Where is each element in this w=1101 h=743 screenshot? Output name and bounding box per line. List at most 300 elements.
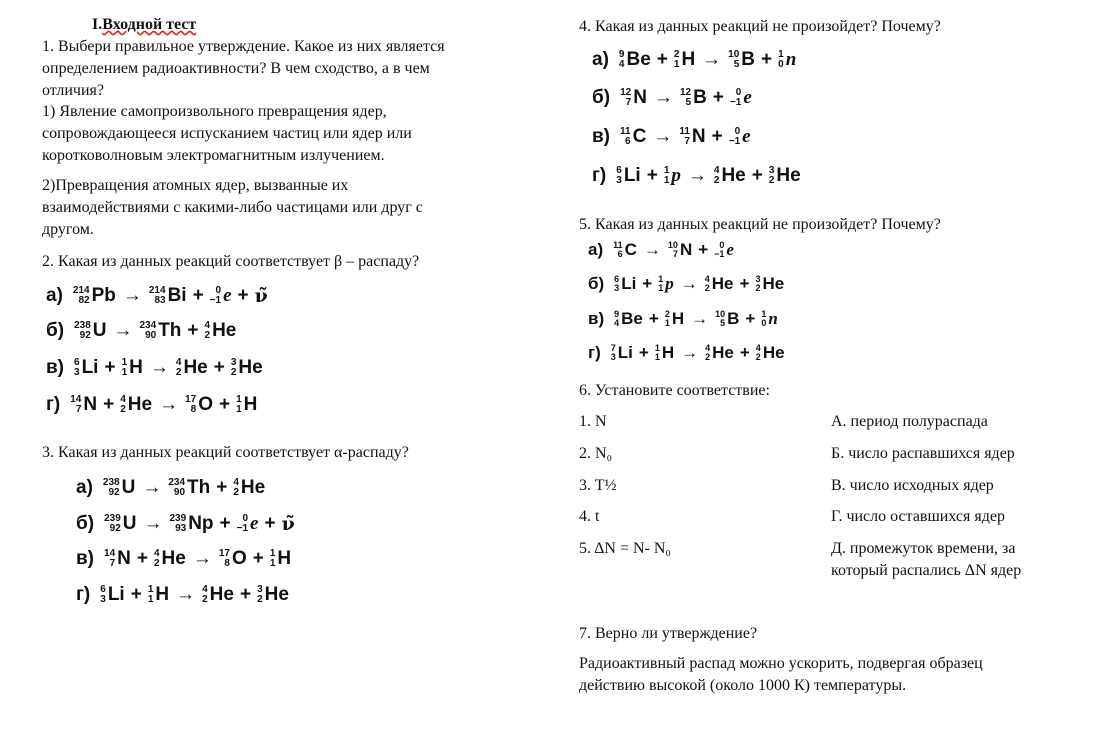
charge-number: 7 — [625, 97, 632, 108]
mass-number: 9 — [614, 309, 620, 319]
charge-number: 8 — [224, 558, 230, 569]
element-symbol: N — [117, 548, 131, 569]
nuclide — [185, 394, 213, 416]
plus-sign: + — [252, 548, 264, 569]
charge-number: 90 — [173, 487, 186, 498]
plus-sign: + — [656, 49, 668, 70]
mass-number: 4 — [202, 584, 208, 595]
mass-number: 1 — [654, 343, 660, 353]
reaction — [592, 119, 751, 155]
charge-number: 2 — [755, 352, 761, 362]
charge-number: 2 — [705, 352, 711, 362]
element-symbol: Li — [623, 165, 641, 186]
nuclide — [233, 477, 265, 499]
reaction-label: а) — [588, 240, 604, 259]
nuclide — [730, 87, 752, 109]
nuclide — [619, 49, 651, 71]
match-left-3: 3. T½ — [579, 477, 617, 494]
element-symbol: e — [742, 126, 751, 147]
reaction — [46, 387, 257, 423]
element-symbol: He — [161, 548, 186, 569]
arrow-icon: → — [691, 309, 709, 328]
charge-number: 92 — [109, 523, 121, 534]
mass-number: 10 — [667, 240, 678, 250]
charge-number: 6 — [617, 249, 623, 259]
reaction — [46, 278, 268, 314]
antineutrino-symbol: ν̃ — [254, 285, 268, 307]
element-symbol: e — [743, 87, 752, 108]
element-symbol: Be — [621, 309, 643, 328]
element-symbol: He — [209, 584, 234, 605]
plus-sign: + — [239, 584, 252, 605]
mass-number: 1 — [663, 165, 670, 176]
element-symbol: Pb — [91, 285, 116, 306]
charge-number: 90 — [145, 330, 157, 341]
nuclide — [73, 285, 116, 307]
charge-number: −1 — [729, 97, 742, 108]
charge-number: 2 — [204, 330, 211, 341]
charge-number: 2 — [202, 594, 208, 605]
plus-sign: + — [216, 477, 228, 498]
nuclide — [674, 49, 695, 71]
reaction — [76, 541, 291, 577]
reaction — [76, 577, 289, 613]
element-symbol: He — [127, 394, 153, 415]
nuclide — [614, 274, 636, 294]
charge-number: 4 — [618, 59, 625, 70]
charge-number: 2 — [713, 175, 720, 186]
charge-number: 1 — [121, 367, 128, 378]
element-symbol: B — [693, 87, 707, 108]
arrow-icon: → — [653, 87, 673, 108]
element-symbol: Li — [107, 584, 125, 605]
charge-number: 1 — [663, 175, 670, 186]
mass-number: 0 — [242, 513, 249, 524]
nuclide — [257, 584, 289, 606]
reaction-label: г) — [588, 343, 601, 362]
mass-number: 4 — [705, 343, 711, 353]
nuclide — [620, 126, 646, 148]
nuclide — [103, 477, 135, 499]
reaction — [592, 158, 801, 194]
charge-number: 7 — [75, 404, 82, 415]
element-symbol: H — [277, 548, 292, 569]
charge-number: 2 — [768, 175, 775, 186]
reaction — [76, 470, 265, 506]
nuclide — [761, 309, 777, 329]
nuclide — [154, 548, 186, 570]
charge-number: 1 — [269, 558, 276, 569]
charge-number: 3 — [100, 594, 106, 605]
mass-number: 6 — [614, 274, 620, 284]
reaction — [588, 268, 784, 300]
nuclide — [658, 274, 674, 294]
q1-line-3: отличия? — [42, 82, 104, 99]
reaction-label: г) — [76, 584, 91, 605]
charge-number: 0 — [761, 318, 767, 328]
nuclide — [715, 309, 739, 329]
mass-number: 4 — [704, 274, 710, 284]
nuclide — [236, 394, 257, 416]
reaction-label: б) — [76, 513, 95, 534]
mass-number: 239 — [104, 513, 121, 524]
nuclide — [100, 584, 124, 606]
match-right-d-line-1: Д. промежуток времени, за — [831, 540, 1016, 557]
q3-question: 3. Какая из данных реакций соответствует α-распаду? — [42, 444, 409, 461]
match-right-b: Б. число распавшихся ядер — [831, 445, 1015, 462]
mass-number: 239 — [169, 513, 187, 524]
element-symbol: He — [240, 477, 266, 498]
plus-sign: + — [642, 274, 653, 293]
charge-number: 7 — [109, 558, 116, 569]
charge-number: 2 — [175, 367, 182, 378]
reaction-label: г) — [46, 394, 61, 415]
plus-sign: + — [103, 394, 115, 415]
element-symbol: H — [129, 357, 143, 378]
match-left-2: 2. N₀ — [579, 445, 613, 462]
arrow-icon: → — [122, 285, 142, 306]
nuclide — [729, 126, 751, 148]
nuclide — [70, 394, 97, 416]
plus-sign: + — [638, 343, 649, 362]
q5-question: 5. Какая из данных реакций не произойдет? Почему? — [579, 216, 941, 233]
charge-number: 2 — [704, 283, 710, 293]
element-symbol: He — [183, 357, 208, 378]
mass-number: 238 — [74, 320, 91, 331]
element-symbol: B — [741, 49, 756, 70]
reaction-label: в) — [592, 126, 611, 147]
q4-question: 4. Какая из данных реакций не произойдет? Почему? — [579, 18, 941, 35]
mass-number: 11 — [679, 126, 690, 137]
q2-question: 2. Какая из данных реакций соответствует β – распаду? — [42, 253, 420, 270]
q1-option1-line-3: коротковолновым электромагнитным излучением. — [42, 147, 385, 164]
mass-number: 4 — [153, 548, 160, 559]
charge-number: 3 — [616, 175, 622, 186]
element-symbol: O — [231, 548, 247, 569]
charge-number: 82 — [78, 295, 90, 306]
mass-number: 1 — [761, 309, 767, 319]
nuclide — [680, 87, 707, 109]
element-symbol: e — [250, 513, 259, 534]
arrow-icon: → — [176, 584, 196, 605]
arrow-icon: → — [192, 548, 212, 569]
mass-number: 10 — [728, 49, 740, 60]
charge-number: 3 — [614, 283, 620, 293]
mass-number: 3 — [768, 165, 775, 176]
mass-number: 214 — [148, 285, 166, 296]
element-symbol: U — [121, 477, 136, 498]
plus-sign: + — [698, 240, 709, 259]
element-symbol: He — [264, 584, 289, 605]
q7-line-2: действию высокой (около 1000 К) температуры. — [579, 677, 907, 694]
charge-number: 1 — [658, 283, 664, 293]
mass-number: 2 — [673, 49, 680, 60]
mass-number: 12 — [620, 87, 632, 98]
plus-sign: + — [712, 87, 724, 108]
element-symbol: e — [726, 240, 734, 259]
nuclide — [270, 548, 291, 570]
plus-sign: + — [104, 357, 116, 378]
q1-option1-line-1: 1) Явление самопроизвольного превращения ядер, — [42, 103, 387, 120]
page-title: I.Входной тест — [92, 16, 197, 33]
reaction — [588, 303, 778, 335]
mass-number: 6 — [74, 357, 80, 368]
charge-number: −1 — [209, 295, 222, 306]
nuclide — [756, 343, 785, 363]
reaction-label: а) — [76, 477, 93, 498]
reaction-label: б) — [46, 320, 65, 341]
antineutrino-symbol: ν̃ — [281, 513, 295, 535]
nuclide — [613, 240, 637, 260]
charge-number: 2 — [230, 367, 237, 378]
q1-option1-line-2: сопровождающееся испусканием частиц или ядер или — [42, 125, 412, 142]
element-symbol: C — [632, 126, 647, 147]
plus-sign: + — [187, 320, 199, 341]
reaction — [46, 350, 263, 386]
mass-number: 14 — [104, 548, 116, 559]
q1-line-1: 1. Выбери правильное утверждение. Какое из них является — [42, 38, 445, 55]
element-symbol: B — [727, 309, 740, 328]
element-symbol: p — [671, 165, 681, 186]
element-symbol: H — [671, 309, 685, 328]
match-left-4: 4. t — [579, 508, 600, 525]
element-symbol: p — [665, 274, 674, 293]
reaction-label: в) — [76, 548, 95, 569]
nuclide — [202, 584, 234, 606]
plus-sign: + — [264, 513, 276, 534]
mass-number: 0 — [734, 126, 741, 137]
nuclide — [104, 513, 136, 535]
arrow-icon: → — [113, 320, 133, 341]
reaction-label: а) — [592, 49, 609, 70]
element-symbol: H — [681, 49, 696, 70]
arrow-icon: → — [687, 165, 707, 186]
plus-sign: + — [192, 285, 204, 306]
nuclide — [176, 357, 208, 379]
plus-sign: + — [711, 126, 723, 147]
plus-sign: + — [213, 357, 225, 378]
element-symbol: Np — [188, 513, 214, 534]
charge-number: 3 — [610, 352, 616, 362]
element-symbol: He — [212, 320, 237, 341]
mass-number: 0 — [719, 240, 725, 250]
arrow-icon: → — [159, 394, 179, 415]
charge-number: 4 — [614, 318, 620, 328]
nuclide — [620, 87, 647, 109]
reaction-label: а) — [46, 285, 63, 306]
element-symbol: Th — [158, 320, 182, 341]
element-symbol: H — [243, 394, 258, 415]
mass-number: 17 — [218, 548, 230, 559]
element-symbol: N — [83, 394, 98, 415]
reaction — [592, 80, 752, 116]
match-left-1: 1. N — [579, 413, 607, 430]
element-symbol: N — [691, 126, 706, 147]
mass-number: 12 — [679, 87, 692, 98]
plus-sign: + — [237, 285, 249, 306]
nuclide — [778, 49, 796, 71]
arrow-icon: → — [653, 126, 673, 147]
mass-number: 214 — [72, 285, 90, 296]
nuclide — [74, 357, 98, 379]
element-symbol: C — [624, 240, 637, 259]
mass-number: 1 — [236, 394, 242, 405]
plus-sign: + — [739, 343, 750, 362]
mass-number: 4 — [175, 357, 182, 368]
mass-number: 234 — [168, 477, 186, 488]
nuclide — [170, 513, 214, 535]
nuclide — [664, 165, 681, 187]
mass-number: 0 — [215, 285, 222, 296]
mass-number: 10 — [715, 309, 726, 319]
mass-number: 14 — [70, 394, 82, 405]
element-symbol: Li — [81, 357, 99, 378]
arrow-icon: → — [143, 513, 163, 534]
charge-number: 0 — [778, 59, 784, 70]
charge-number: 2 — [153, 558, 160, 569]
plus-sign: + — [130, 584, 142, 605]
element-symbol: e — [223, 285, 232, 306]
nuclide — [104, 548, 131, 570]
plus-sign: + — [646, 165, 658, 186]
nuclide — [148, 584, 169, 606]
mass-number: 9 — [618, 49, 625, 60]
plus-sign: + — [739, 274, 750, 293]
match-left-5: 5. ΔN = N- N₀ — [579, 540, 671, 557]
element-symbol: He — [711, 274, 734, 293]
mass-number: 4 — [204, 320, 211, 331]
charge-number: 7 — [684, 136, 690, 147]
plus-sign: + — [745, 309, 756, 328]
element-symbol: He — [238, 357, 263, 378]
mass-number: 3 — [230, 357, 237, 368]
mass-number: 3 — [755, 274, 761, 284]
charge-number: 2 — [755, 283, 761, 293]
q7-question: 7. Верно ли утверждение? — [579, 625, 758, 642]
element-symbol: He — [762, 343, 785, 362]
charge-number: 8 — [190, 404, 197, 415]
mass-number: 6 — [100, 584, 106, 595]
arrow-icon: → — [680, 274, 698, 293]
reaction — [588, 234, 734, 266]
nuclide — [237, 513, 259, 535]
element-symbol: He — [721, 165, 746, 186]
mass-number: 2 — [664, 309, 670, 319]
reaction — [592, 42, 796, 78]
charge-number: −1 — [236, 523, 249, 534]
match-right-d-line-2: который распались ΔN ядер — [831, 562, 1022, 579]
element-symbol: Th — [187, 477, 211, 498]
element-symbol: n — [785, 49, 797, 70]
q1-line-2: определением радиоактивности? В чем сходство, а в чем — [42, 60, 430, 77]
nuclide — [665, 309, 684, 329]
match-right-g: Г. число оставшихся ядер — [831, 508, 1005, 525]
charge-number: 92 — [108, 487, 120, 498]
element-symbol: n — [768, 309, 778, 328]
mass-number: 6 — [616, 165, 622, 176]
charge-number: 3 — [74, 367, 80, 378]
mass-number: 1 — [269, 548, 276, 559]
charge-number: 1 — [654, 352, 660, 362]
reaction-label: в) — [588, 309, 605, 328]
element-symbol: H — [155, 584, 170, 605]
nuclide — [679, 126, 705, 148]
mass-number: 238 — [102, 477, 120, 488]
mass-number: 4 — [120, 394, 126, 405]
arrow-icon: → — [702, 49, 722, 70]
nuclide — [668, 240, 692, 260]
element-symbol: N — [679, 240, 693, 259]
element-symbol: N — [633, 87, 647, 108]
element-symbol: Li — [617, 343, 633, 362]
charge-number: 5 — [685, 97, 692, 108]
plus-sign: + — [648, 309, 659, 328]
q6-question: 6. Установите соответствие: — [579, 382, 770, 399]
mass-number: 1 — [121, 357, 128, 368]
q7-line-1: Радиоактивный распад можно ускорить, подвергая образец — [579, 655, 983, 672]
element-symbol: He — [762, 274, 785, 293]
mass-number: 7 — [610, 343, 616, 353]
nuclide — [611, 343, 633, 363]
charge-number: 5 — [733, 59, 740, 70]
mass-number: 17 — [185, 394, 197, 405]
nuclide — [205, 320, 237, 342]
charge-number: 1 — [236, 404, 242, 415]
charge-number: 93 — [175, 523, 187, 534]
mass-number: 0 — [735, 87, 742, 98]
arrow-icon: → — [681, 343, 699, 362]
nuclide — [231, 357, 263, 379]
nuclide — [168, 477, 210, 499]
charge-number: 1 — [147, 594, 154, 605]
arrow-icon: → — [149, 357, 169, 378]
reaction — [588, 337, 785, 369]
charge-number: 2 — [120, 404, 126, 415]
reaction — [46, 313, 236, 349]
nuclide — [149, 285, 187, 307]
element-symbol: He — [776, 165, 801, 186]
mass-number: 4 — [233, 477, 239, 488]
reaction-label: в) — [46, 357, 65, 378]
nuclide — [122, 357, 143, 379]
charge-number: 92 — [79, 330, 91, 341]
element-symbol: He — [712, 343, 734, 362]
plus-sign: + — [751, 165, 763, 186]
element-symbol: U — [122, 513, 137, 534]
charge-number: 6 — [625, 136, 631, 147]
mass-number: 234 — [139, 320, 157, 331]
element-symbol: Li — [621, 274, 637, 293]
reaction-label: г) — [592, 165, 607, 186]
nuclide — [705, 274, 734, 294]
charge-number: −1 — [714, 249, 725, 259]
mass-number: 3 — [257, 584, 263, 595]
q1-option2-line-2: взаимодействиями с какими-либо частицами или друг с — [42, 199, 423, 216]
nuclide — [728, 49, 755, 71]
mass-number: 4 — [713, 165, 720, 176]
element-symbol: Bi — [167, 285, 187, 306]
plus-sign: + — [219, 513, 231, 534]
plus-sign: + — [761, 49, 773, 70]
plus-sign: + — [218, 394, 231, 415]
q1-option2-line-1: 2)Превращения атомных ядер, вызванные их — [42, 177, 349, 194]
mass-number: 11 — [620, 126, 631, 137]
nuclide — [140, 320, 182, 342]
arrow-icon: → — [142, 477, 162, 498]
element-symbol: U — [92, 320, 107, 341]
charge-number: 5 — [720, 318, 726, 328]
nuclide — [655, 343, 674, 363]
